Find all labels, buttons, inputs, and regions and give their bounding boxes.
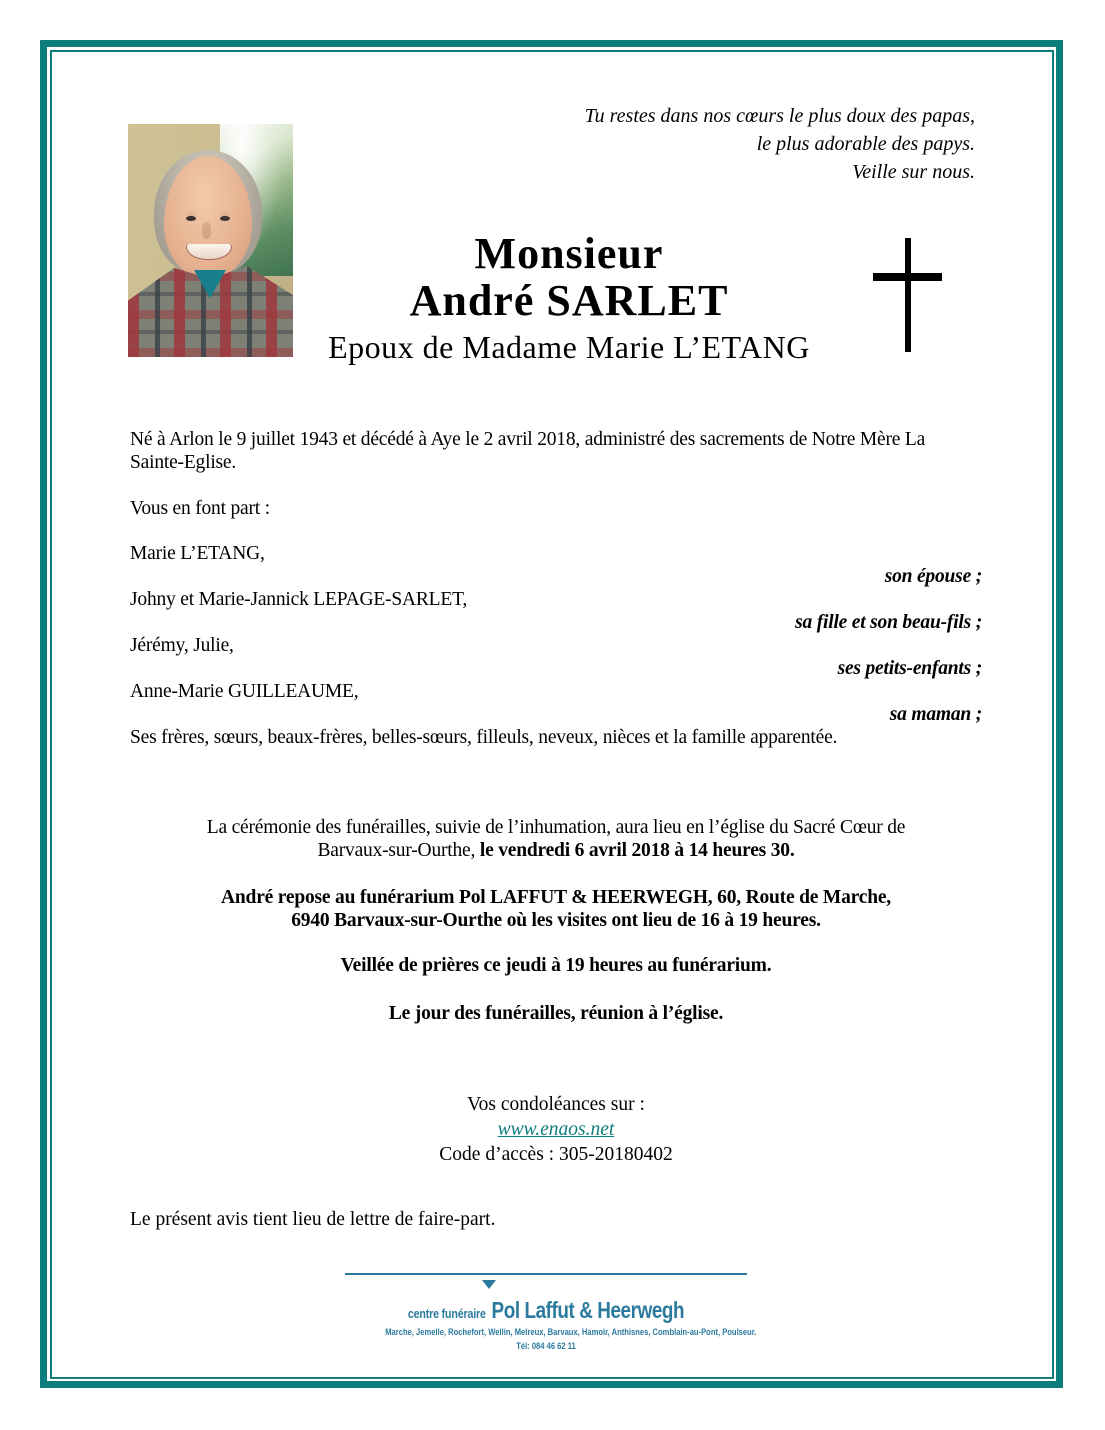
photo-eye (220, 216, 230, 221)
memorial-quote (415, 102, 975, 186)
family-relation: sa maman ; (889, 704, 982, 725)
family-names: Anne-Marie GUILLEAUME, (130, 681, 359, 702)
family-names: Johny et Marie-Jannick LEPAGE-SARLET, (130, 589, 468, 610)
enaos-link[interactable]: www.enaos.net (497, 1119, 615, 1140)
ceremony-line2-normal: Barvaux-sur-Ourthe, (317, 840, 480, 861)
family-relation: ses petits-enfants ; (837, 658, 982, 679)
ceremony-section (130, 816, 982, 1025)
funeral-home-type: centre funéraire (407, 1306, 486, 1321)
funeral-home-logo (345, 1273, 757, 1352)
condolences-link-line (130, 1117, 982, 1142)
cross-vertical-bar (905, 238, 911, 352)
family-names: Marie L’ETANG, (130, 543, 265, 564)
condolences-label: Vos condoléances sur : (467, 1094, 645, 1115)
repose-paragraph (130, 886, 982, 932)
family-row (130, 634, 982, 680)
birth-death-line: Né à Arlon le 9 juillet 1943 et décédé à Aye le 2 avril 2018, administré des sacrements de Notre Mère La Sainte-Eglise. (130, 429, 926, 473)
family-footer-line: Ses frères, sœurs, beaux-frères, belles-sœurs, filleuls, neveux, nièces et la famille apparentée. (130, 727, 838, 748)
funeral-home-phone: Tél: 084 46 62 11 (516, 1341, 576, 1352)
quote-line: Tu restes dans nos cœurs le plus doux des papas, (584, 105, 975, 127)
quote-line: Veille sur nous. (852, 161, 975, 183)
logo-brand-row (381, 1297, 711, 1324)
funeral-home-name: Pol Laffut & Heerwegh (491, 1297, 685, 1323)
family-row (130, 680, 982, 726)
logo-rule (345, 1273, 747, 1275)
condolences-section (130, 1092, 982, 1167)
funeral-home-locations: Marche, Jemelle, Rochefort, Wellin, Melreux, Barvaux, Hamoir, Anthisnes, Comblain-au-Pont, Poulseur. (385, 1327, 757, 1338)
meeting-line: Le jour des funérailles, réunion à l’église. (388, 1003, 724, 1024)
ceremony-line1: La cérémonie des funérailles, suivie de l’inhumation, aura lieu en l’église du Sacré Cœur de (206, 817, 906, 838)
family-names: Jérémy, Julie, (130, 635, 234, 656)
announcement-section (130, 428, 982, 749)
cross-icon (873, 238, 942, 352)
family-row (130, 588, 982, 634)
family-row (130, 542, 982, 588)
deceased-name: André SARLET (409, 276, 729, 325)
repose-line2: 6940 Barvaux-sur-Ourthe où les visites ont lieu de 16 à 19 heures. (291, 910, 821, 931)
family-relation: sa fille et son beau-fils ; (795, 612, 982, 633)
spouse-line: Epoux de Madame Marie L’ETANG (328, 329, 810, 365)
family-relation: son épouse ; (884, 566, 982, 587)
repose-line1: André repose au funérarium Pol LAFFUT & HEERWEGH, 60, Route de Marche, (221, 887, 891, 908)
photo-eye (186, 216, 196, 221)
faire-part-notice: Le présent avis tient lieu de lettre de faire-part. (130, 1209, 496, 1230)
salutation: Monsieur (474, 229, 664, 278)
ceremony-line2-bold: le vendredi 6 avril 2018 à 14 heures 30. (479, 840, 795, 861)
cross-horizontal-bar (873, 273, 942, 281)
ceremony-paragraph (130, 816, 982, 862)
logo-triangle-icon (482, 1280, 496, 1289)
quote-line: le plus adorable des papys. (756, 133, 975, 155)
vigil-line: Veillée de prières ce jeudi à 19 heures au funérarium. (340, 955, 772, 976)
access-code-line: Code d’accès : 305-20180402 (439, 1144, 673, 1165)
intro-line: Vous en font part : (130, 498, 270, 519)
